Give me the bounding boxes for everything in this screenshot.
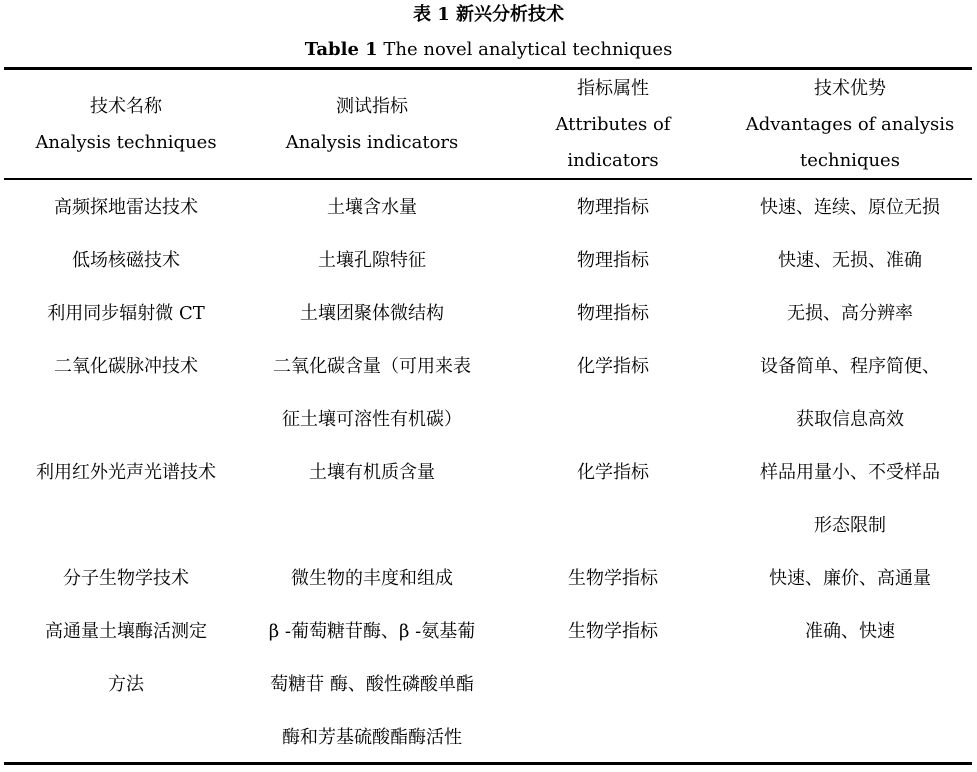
table-caption: The novel analytical techniques (377, 39, 673, 60)
cell-line: β -葡萄糖苷酶、β -氨基葡 (268, 621, 476, 642)
header-technique-cn: 技术名称 (90, 96, 162, 117)
cell-attribute (494, 605, 732, 658)
cell-line: 萄糖苷 酶、酸性磷酸单酯 (270, 674, 474, 695)
cell-attribute (494, 446, 732, 499)
cell-attribute (494, 552, 732, 605)
cell-line: 无损、高分辨率 (787, 303, 913, 324)
cell-technique (4, 287, 248, 340)
header-advantage-cn: 技术优势 (814, 78, 886, 99)
cell-line: 化学指标 (577, 356, 649, 377)
header-indicator (250, 72, 494, 178)
bottom-rule (4, 762, 972, 765)
header-technique (4, 72, 248, 178)
cell-line: 二氧化碳脉冲技术 (54, 356, 198, 377)
cell-attribute (494, 234, 732, 287)
cell-line: 征土壤可溶性有机碳） (282, 409, 462, 430)
header-indicator-en: Analysis indicators (285, 132, 459, 153)
cell-line: 快速、廉价、高通量 (769, 568, 931, 589)
cell-line: 设备简单、程序简便、 (760, 356, 940, 377)
cell-line: 准确、快速 (805, 621, 895, 642)
cell-advantage (728, 605, 972, 658)
cell-technique (4, 234, 248, 287)
header-advantage-en-1: Advantages of analysis (745, 114, 955, 135)
cell-line: 物理指标 (577, 250, 649, 271)
top-rule (4, 67, 972, 70)
cell-attribute (494, 340, 732, 393)
header-advantage-en-2: techniques (800, 150, 900, 171)
cell-line: 获取信息高效 (796, 409, 904, 430)
cell-technique (4, 552, 248, 605)
cell-line: 土壤孔隙特征 (318, 250, 426, 271)
header-attribute-cn: 指标属性 (577, 78, 649, 99)
cell-advantage (728, 446, 972, 552)
cell-technique (4, 340, 248, 393)
cell-line: 快速、无损、准确 (778, 250, 922, 271)
cell-line: 分子生物学技术 (63, 568, 189, 589)
cell-technique (4, 605, 248, 711)
cell-line: 形态限制 (814, 515, 886, 536)
header-indicator-cn: 测试指标 (336, 96, 408, 117)
cell-line: 高通量土壤酶活测定 (45, 621, 207, 642)
cell-advantage (728, 287, 972, 340)
cell-line: 生物学指标 (568, 621, 658, 642)
cell-advantage (728, 181, 972, 234)
header-technique-en: Analysis techniques (35, 132, 217, 153)
cell-line: 方法 (108, 674, 144, 695)
cell-indicator (250, 287, 494, 340)
header-attribute-en-1: Attributes of (555, 114, 671, 135)
table-title-en (0, 38, 977, 62)
cell-line: 物理指标 (577, 303, 649, 324)
cell-line: 利用红外光声光谱技术 (36, 462, 216, 483)
header-rule (4, 178, 972, 180)
cell-indicator (250, 552, 494, 605)
cell-line: 二氧化碳含量（可用来表 (273, 356, 471, 377)
cell-indicator (250, 181, 494, 234)
header-attribute (494, 72, 732, 178)
cell-indicator (250, 234, 494, 287)
cell-indicator (250, 446, 494, 499)
cell-line: 土壤含水量 (327, 197, 417, 218)
cell-line: 微生物的丰度和组成 (291, 568, 453, 589)
cell-attribute (494, 287, 732, 340)
cell-advantage (728, 552, 972, 605)
table-title-cn: 表 1 新兴分析技术 (412, 4, 565, 25)
header-advantage (728, 72, 972, 178)
cell-line: 利用同步辐射微 CT (47, 303, 205, 324)
cell-line: 土壤团聚体微结构 (300, 303, 444, 324)
cell-line: 酶和芳基硫酸酯酶活性 (282, 727, 462, 748)
table-number: Table 1 (304, 39, 378, 60)
cell-line: 样品用量小、不受样品 (760, 462, 940, 483)
cell-line: 土壤有机质含量 (309, 462, 435, 483)
cell-indicator (250, 340, 494, 446)
cell-line: 低场核磁技术 (72, 250, 180, 271)
cell-line: 快速、连续、原位无损 (760, 197, 940, 218)
cell-line: 生物学指标 (568, 568, 658, 589)
cell-technique (4, 446, 248, 499)
cell-line: 高频探地雷达技术 (54, 197, 198, 218)
header-attribute-en-2: indicators (567, 150, 659, 171)
cell-advantage (728, 234, 972, 287)
cell-attribute (494, 181, 732, 234)
cell-advantage (728, 340, 972, 446)
cell-technique (4, 181, 248, 234)
cell-indicator (250, 605, 494, 764)
cell-line: 化学指标 (577, 462, 649, 483)
cell-line: 物理指标 (577, 197, 649, 218)
